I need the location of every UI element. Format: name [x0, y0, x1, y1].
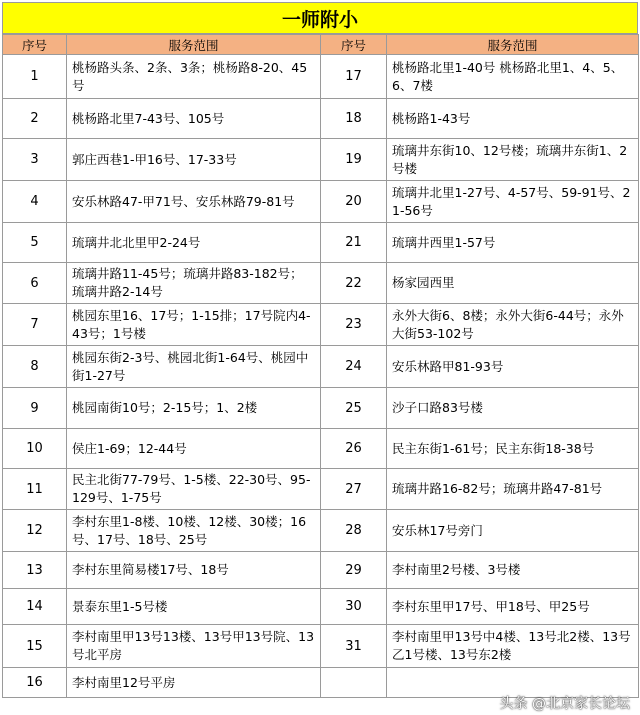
- area-cell-right: 永外大街6、8楼；永外大街6-44号；永外大街53-102号: [387, 304, 639, 346]
- table-row: [3, 304, 639, 346]
- area-cell-left: 郭庄西巷1-甲16号、17-33号: [67, 139, 321, 181]
- table-row: [3, 139, 639, 181]
- seq-cell-right: 17: [321, 55, 387, 99]
- table-row: [3, 181, 639, 223]
- school-zone-sheet: [2, 2, 638, 698]
- seq-cell-left: 12: [3, 510, 67, 552]
- seq-cell-right: 26: [321, 429, 387, 469]
- area-cell-left: 琉璃井路11-45号；琉璃井路83-182号；琉璃井路2-14号: [67, 263, 321, 304]
- area-cell-left: 景泰东里1-5号楼: [67, 589, 321, 625]
- table-row: [3, 223, 639, 263]
- seq-cell-left: 13: [3, 552, 67, 589]
- table-row: [3, 263, 639, 304]
- seq-cell-right: 23: [321, 304, 387, 346]
- area-cell-right: 桃杨路1-43号: [387, 99, 639, 139]
- area-cell-left: 桃杨路头条、2条、3条；桃杨路8-20、45号: [67, 55, 321, 99]
- seq-cell-left: 4: [3, 181, 67, 223]
- area-cell-left: 李村南里12号平房: [67, 668, 321, 698]
- area-cell-right: 琉璃井路16-82号；琉璃井路47-81号: [387, 469, 639, 510]
- seq-cell-left: 16: [3, 668, 67, 698]
- table-row: [3, 552, 639, 589]
- seq-cell-right: 28: [321, 510, 387, 552]
- area-cell-right: 安乐林17号旁门: [387, 510, 639, 552]
- table-row: [3, 510, 639, 552]
- seq-cell-right: 22: [321, 263, 387, 304]
- seq-cell-left: 1: [3, 55, 67, 99]
- seq-cell-right: 24: [321, 346, 387, 388]
- header-row: [3, 35, 639, 55]
- seq-cell-left: 9: [3, 388, 67, 429]
- table-row: [3, 625, 639, 668]
- area-cell-left: 桃杨路北里7-43号、105号: [67, 99, 321, 139]
- area-cell-left: 李村东里简易楼17号、18号: [67, 552, 321, 589]
- seq-cell-right: 31: [321, 625, 387, 668]
- seq-cell-right: 21: [321, 223, 387, 263]
- area-cell-left: 民主北街77-79号、1-5楼、22-30号、95-129号、1-75号: [67, 469, 321, 510]
- area-cell-left: 侯庄1-69；12-44号: [67, 429, 321, 469]
- area-cell-left: 李村南里甲13号13楼、13号甲13号院、13号北平房: [67, 625, 321, 668]
- seq-cell-left: 11: [3, 469, 67, 510]
- area-cell-right: 李村南里2号楼、3号楼: [387, 552, 639, 589]
- seq-cell-right: 20: [321, 181, 387, 223]
- area-cell-left: 琉璃井北北里甲2-24号: [67, 223, 321, 263]
- seq-cell-left: 5: [3, 223, 67, 263]
- area-cell-right: 沙子口路83号楼: [387, 388, 639, 429]
- table-row: [3, 589, 639, 625]
- area-cell-left: 桃园东里16、17号；1-15排；17号院内4-43号；1号楼: [67, 304, 321, 346]
- area-cell-right: 桃杨路北里1-40号 桃杨路北里1、4、5、6、7楼: [387, 55, 639, 99]
- area-cell-left: 桃园南街10号；2-15号；1、2楼: [67, 388, 321, 429]
- area-cell-right: 民主东街1-61号；民主东街18-38号: [387, 429, 639, 469]
- area-cell-left: 桃园东街2-3号、桃园北街1-64号、桃园中街1-27号: [67, 346, 321, 388]
- seq-cell-left: 6: [3, 263, 67, 304]
- seq-cell-left: 15: [3, 625, 67, 668]
- table-row: [3, 429, 639, 469]
- seq-cell-right: [321, 668, 387, 698]
- table-row: [3, 55, 639, 99]
- seq-cell-left: 14: [3, 589, 67, 625]
- seq-cell-left: 7: [3, 304, 67, 346]
- seq-cell-right: 27: [321, 469, 387, 510]
- header-seq-left: 序号: [3, 35, 67, 55]
- seq-cell-left: 2: [3, 99, 67, 139]
- watermark: 头条 @北京家长论坛: [499, 696, 630, 712]
- header-area-right: 服务范围: [387, 35, 639, 55]
- area-cell-right: 琉璃井东街10、12号楼；琉璃井东街1、2号楼: [387, 139, 639, 181]
- sheet-title: 一师附小: [2, 2, 638, 34]
- seq-cell-right: 19: [321, 139, 387, 181]
- table-row: [3, 388, 639, 429]
- table-row: [3, 346, 639, 388]
- table-row: [3, 469, 639, 510]
- seq-cell-left: 8: [3, 346, 67, 388]
- seq-cell-right: 18: [321, 99, 387, 139]
- area-cell-right: 琉璃井北里1-27号、4-57号、59-91号、21-56号: [387, 181, 639, 223]
- table-row: [3, 99, 639, 139]
- seq-cell-right: 25: [321, 388, 387, 429]
- seq-cell-right: 30: [321, 589, 387, 625]
- service-area-table: [2, 34, 639, 698]
- seq-cell-left: 10: [3, 429, 67, 469]
- area-cell-right: 杨家园西里: [387, 263, 639, 304]
- area-cell-left: 李村东里1-8楼、10楼、12楼、30楼；16号、17号、18号、25号: [67, 510, 321, 552]
- seq-cell-right: 29: [321, 552, 387, 589]
- area-cell-right: 琉璃井西里1-57号: [387, 223, 639, 263]
- seq-cell-left: 3: [3, 139, 67, 181]
- area-cell-left: 安乐林路47-甲71号、安乐林路79-81号: [67, 181, 321, 223]
- area-cell-right: 李村东里甲17号、甲18号、甲25号: [387, 589, 639, 625]
- area-cell-right: 李村南里甲13号中4楼、13号北2楼、13号乙1号楼、13号东2楼: [387, 625, 639, 668]
- header-area-left: 服务范围: [67, 35, 321, 55]
- header-seq-right: 序号: [321, 35, 387, 55]
- area-cell-right: 安乐林路甲81-93号: [387, 346, 639, 388]
